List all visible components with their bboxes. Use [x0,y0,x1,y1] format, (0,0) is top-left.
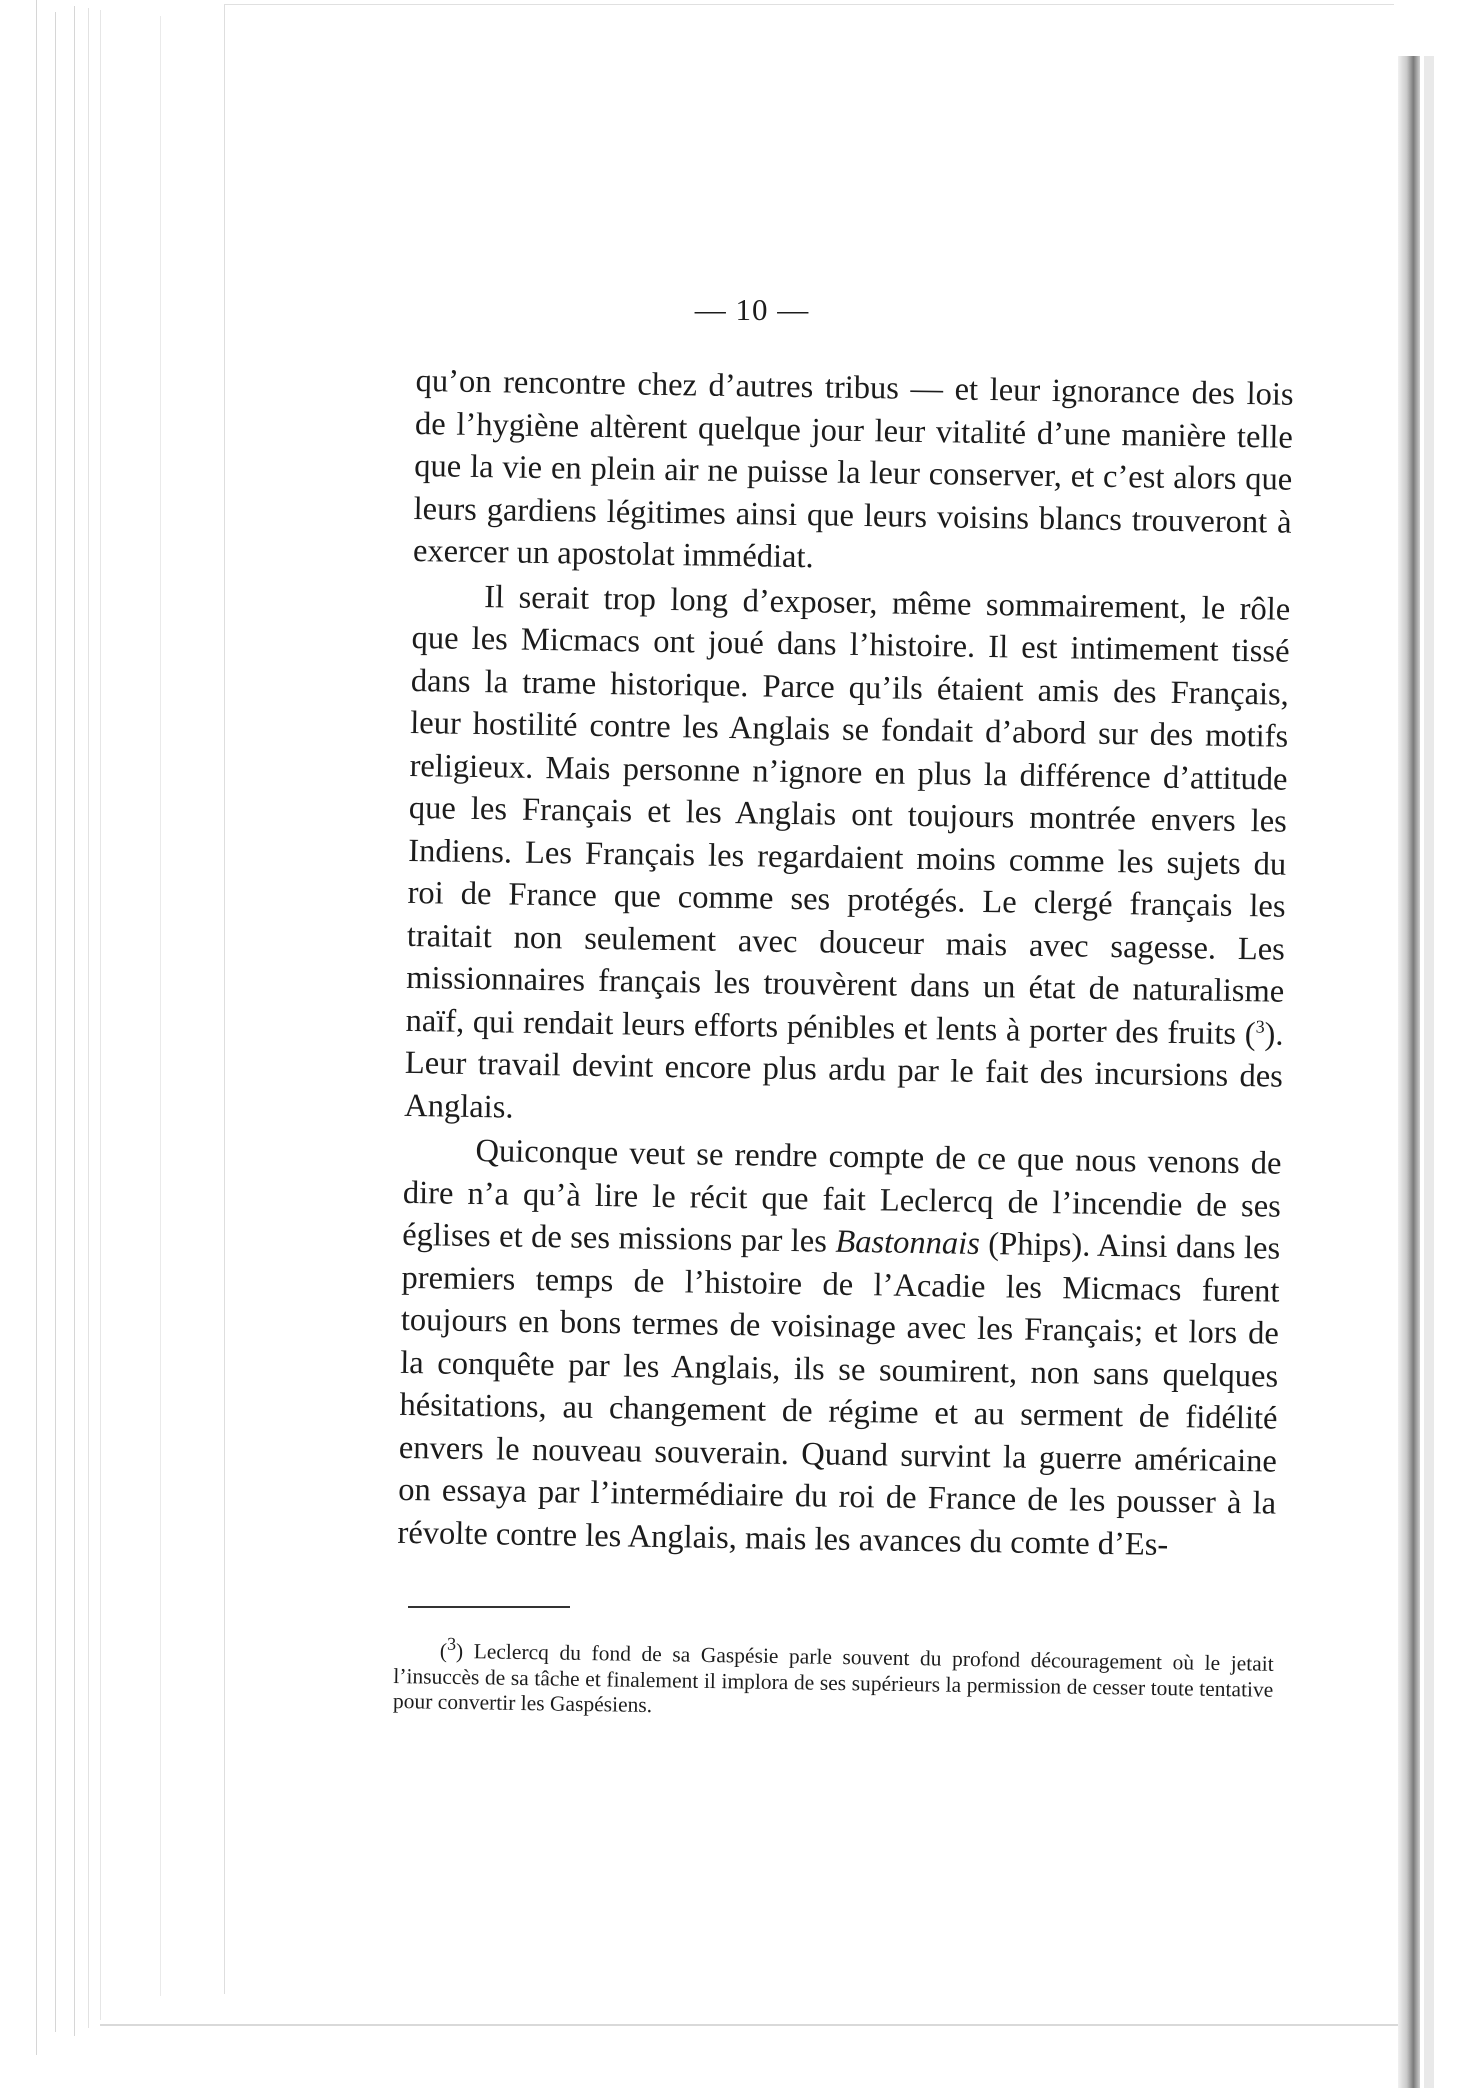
paragraph-3-text-end: (Phips). Ainsi dans les premiers temps de l’histoire de l’Acadie les Micmacs furent toujours en bons termes de voisinage avec les Français; et lors de la conquête par les Anglais, ils se soumirent, non sans quelques hésitations, au changement de régime et au serment de fidélité envers le nouveau souverain. Quand survint la guerre américaine on essaya par l’intermédiaire du roi de France de les pousser à la révolte contre les Anglais, mais les avances du comte d’Es- [397,1225,1281,1563]
footnotes [392,1633,1274,1728]
page-top-edge [224,4,1394,5]
body-text [397,360,1294,1568]
page-number: — 10 — [694,292,810,327]
paragraph-1: qu’on rencontre chez d’autres tribus — et leur ignorance des lois de l’hygiène altèrent quelque jour leur vitalité d’une manière telle que la vie en plein air ne puisse la leur conserver, et c’est alors que leurs gardiens légitimes ainsi que leurs voisins blancs trouveront à exercer un apostolat immédiat. [412,362,1294,576]
paragraph-2 [404,574,1291,1140]
footnote-text: Leclercq du fond de sa Gaspésie parle souvent du profond découragement où le jetait l’insuccès de sa tâche et finalement il implora de ses supérieurs la permission de cesser toute tentative pour convertir les Gaspésiens. [392,1639,1274,1718]
page-bottom-edge [100,2024,1404,2026]
footnote-reference: 3 [1255,1015,1265,1037]
scan-margin [1424,56,1434,2088]
book-gutter-shadow [1398,56,1420,2088]
paragraph-3 [397,1129,1282,1568]
paragraph-2-text-end: ). Leur travail devint encore plus ardu par le fait des incursions des Anglais. [404,1015,1284,1126]
paragraph-2-text: Il serait trop long d’exposer, même sommairement, le rôle que les Micmacs ont joué dans l’histoire. Il est intimement tissé dans la trame historique. Parce qu’ils étaient amis des Français, leur hostilité contre les Anglais se fondait d’abord sur des motifs religieux. Mais personne n’ignore en plus la différence d’attitude que les Français et les Anglais ont toujours montrée envers les Indiens. Les Français les regardaient moins comme les sujets du roi de France que comme ses protégés. Le clergé français les traitait non seulement avec douceur mais avec sagesse. Les missionnaires français les trouvèrent dans un état de naturalisme naïf, qui rendait leurs efforts pénibles et lents à porter des fruits ( [405,578,1291,1052]
footnote-marker: 3 [446,1633,457,1654]
paragraph-3-text: Quiconque veut se rendre compte de ce que nous venons de dire n’a qu’à lire le récit que fait Leclercq de l’incendie de ses églises et de ses missions par les [401,1133,1282,1260]
italic-term: Bastonnais [835,1223,981,1262]
footnote: ($^3$) Leclercq du fond de sa Gaspésie parle souvent du profond découragement où le jetait l’insuccès de sa tâche et finalement il implora de ses supérieurs la permission de cesser toute tentative pour convertir les Gaspésiens. [392,1633,1274,1718]
footnote-divider [408,1606,570,1608]
